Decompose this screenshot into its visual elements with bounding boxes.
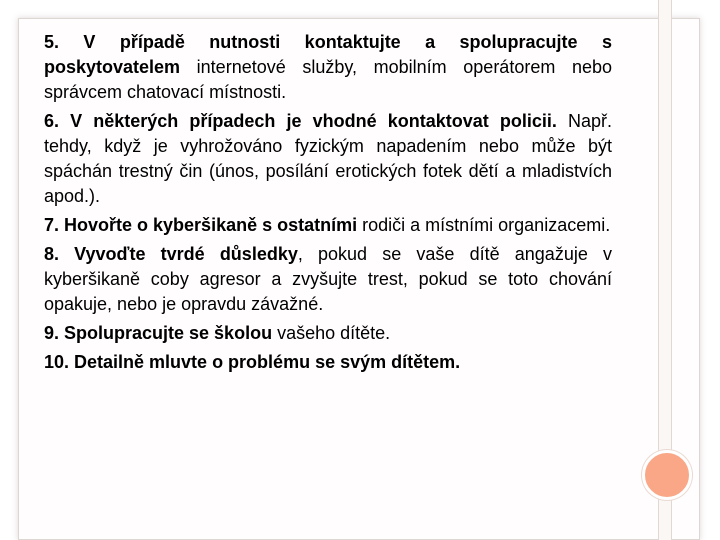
slide-content <box>44 30 612 379</box>
list-item-text: internetové služby, mobilním operátorem nebo správcem chatovací místnosti. <box>44 57 612 102</box>
list-item-heading: 6. V některých případech je vhodné kontaktovat policii. <box>44 111 557 131</box>
list-item-heading: 9. Spolupracujte se školou <box>44 323 273 343</box>
list-item-text: , pokud se vaše dítě angažuje v kyberšikaně coby agresor a zvyšujte trest, pokud se toto chování opakuje, nebo je opravdu závažné. <box>44 244 613 314</box>
list-item-heading: 10. Detailně mluvte o problému se svým dítětem. <box>44 352 461 372</box>
list-item-8 <box>44 242 612 317</box>
list-item-9 <box>44 321 612 346</box>
list-item-text: vašeho dítěte. <box>272 323 391 343</box>
list-item-heading: 5. V případě nutnosti kontaktujte a spolupracujte s poskytovatelem <box>44 32 612 77</box>
list-item-7 <box>44 213 612 238</box>
decorative-circle <box>642 450 692 500</box>
list-item-6 <box>44 109 612 209</box>
list-item-5 <box>44 30 612 105</box>
list-item-10 <box>44 350 612 375</box>
list-item-text: rodiči a místními organizacemi. <box>357 215 611 235</box>
list-item-heading: 7. Hovořte o kyberšikaně s ostatními <box>44 215 358 235</box>
list-item-heading: 8. Vyvoďte tvrdé důsledky <box>44 244 298 264</box>
list-item-text: Např. tehdy, když je vyhrožováno fyzickým napadením nebo může být spáchán trestný čin (únos, posílání erotických fotek dětí a mladistvích apod.). <box>44 111 612 206</box>
